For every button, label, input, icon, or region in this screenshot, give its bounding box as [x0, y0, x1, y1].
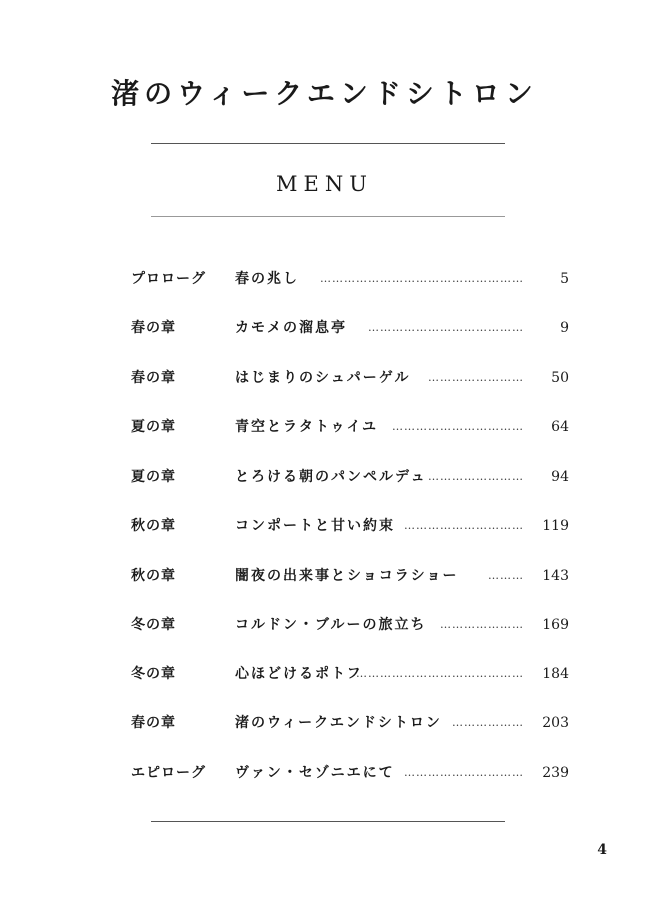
dot-leader: …………………… — [428, 470, 524, 483]
dot-leader: ………………………………… — [368, 321, 524, 334]
toc-row — [0, 513, 649, 539]
bottom-divider — [151, 821, 505, 822]
chapter-subtitle: はじまりのシュパーゲル — [235, 370, 411, 386]
chapter-page-number: 119 — [542, 518, 569, 534]
chapter-label: エピローグ — [131, 765, 206, 781]
chapter-label: 春の章 — [131, 320, 176, 336]
menu-heading: MENU — [276, 172, 373, 196]
chapter-subtitle: コンポートと甘い約束 — [235, 518, 395, 534]
chapter-page-number: 143 — [542, 568, 569, 584]
chapter-label: 秋の章 — [131, 568, 176, 584]
dot-leader: ………………………… — [404, 519, 524, 532]
toc-row — [0, 661, 649, 687]
chapter-page-number: 239 — [542, 765, 569, 781]
book-title: 渚のウィークエンドシトロン — [111, 77, 538, 110]
chapter-page-number: 203 — [542, 715, 569, 731]
toc-row — [0, 414, 649, 440]
dot-leader: ……… — [488, 569, 524, 582]
chapter-label: 冬の章 — [131, 666, 176, 682]
chapter-label: 秋の章 — [131, 518, 176, 534]
dot-leader: ………………… — [440, 618, 524, 631]
toc-row — [0, 365, 649, 391]
chapter-page-number: 169 — [542, 617, 569, 633]
chapter-subtitle: 闇夜の出来事とショコラショー — [235, 568, 459, 584]
chapter-page-number: 50 — [551, 370, 569, 386]
dot-leader: …………………… — [428, 371, 524, 384]
chapter-page-number: 64 — [551, 419, 569, 435]
toc-row — [0, 710, 649, 736]
toc-row — [0, 464, 649, 490]
chapter-label: 冬の章 — [131, 617, 176, 633]
chapter-subtitle: 渚のウィークエンドシトロン — [235, 715, 442, 731]
chapter-subtitle: とろける朝のパンペルデュ — [235, 469, 427, 485]
toc-row — [0, 612, 649, 638]
chapter-page-number: 94 — [551, 469, 569, 485]
chapter-page-number: 9 — [560, 320, 569, 336]
chapter-subtitle: 心ほどけるポトフ — [235, 666, 363, 682]
chapter-label: 春の章 — [131, 715, 176, 731]
chapter-label: 夏の章 — [131, 469, 176, 485]
dot-leader: …………………………………… — [356, 667, 524, 680]
toc-row — [0, 563, 649, 589]
chapter-subtitle: カモメの溜息亭 — [235, 320, 347, 336]
chapter-subtitle: コルドン・ブルーの旅立ち — [235, 617, 427, 633]
chapter-subtitle: 青空とラタトゥイユ — [235, 419, 378, 435]
dot-leader: ………………………… — [404, 766, 524, 779]
chapter-label: 夏の章 — [131, 419, 176, 435]
chapter-page-number: 184 — [542, 666, 569, 682]
dot-leader: …………………………………………… — [320, 272, 524, 285]
chapter-label: プロローグ — [131, 271, 206, 287]
chapter-subtitle: 春の兆し — [235, 271, 299, 287]
dot-leader: …………………………… — [392, 420, 524, 433]
page-number: 4 — [597, 842, 607, 858]
chapter-subtitle: ヴァン・セゾニエにて — [235, 765, 395, 781]
toc-row — [0, 266, 649, 292]
chapter-label: 春の章 — [131, 370, 176, 386]
toc-row — [0, 760, 649, 786]
chapter-page-number: 5 — [560, 271, 569, 287]
toc-row — [0, 315, 649, 341]
dot-leader: ……………… — [452, 716, 524, 729]
